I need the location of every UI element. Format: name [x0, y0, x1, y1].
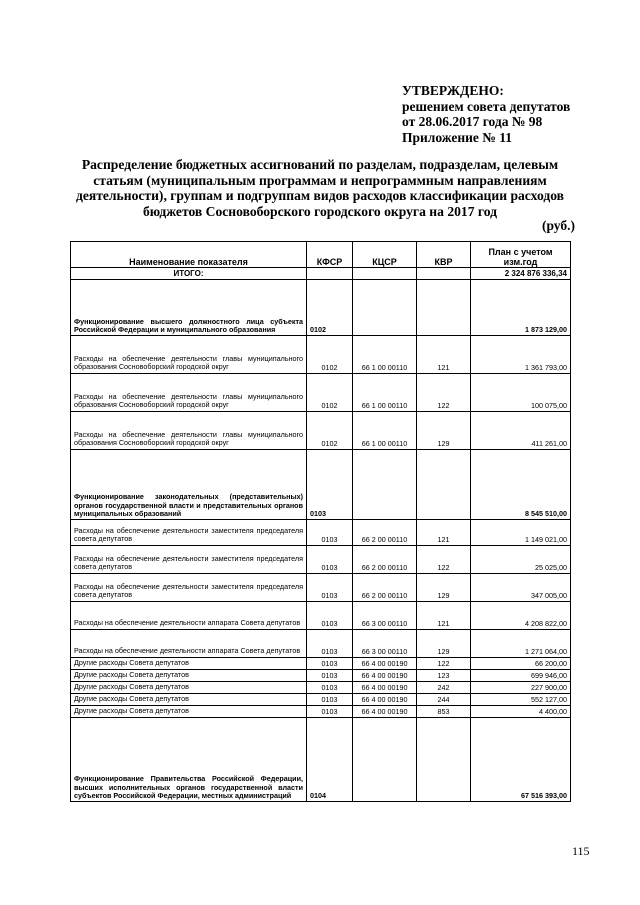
row-kfsr: 0103 [307, 630, 353, 658]
budget-table [70, 241, 571, 802]
row-value: 4 400,00 [471, 706, 571, 718]
row-kfsr: 0103 [307, 694, 353, 706]
table-row [71, 412, 571, 450]
table-row [71, 682, 571, 694]
row-kfsr: 0103 [307, 546, 353, 574]
row-kvr: 123 [417, 670, 471, 682]
table-row [71, 658, 571, 670]
currency-unit: (руб.) [541, 218, 575, 233]
row-kfsr: 0102 [307, 374, 353, 412]
section-row [71, 450, 571, 520]
title-line-4: бюджетов Сосновоборского городского округа на 2017 год [142, 203, 498, 219]
row-kfsr: 0103 [307, 658, 353, 670]
row-kcsr: 66 3 00 00110 [353, 630, 417, 658]
row-kcsr: 66 4 00 00190 [353, 670, 417, 682]
row-kvr: 129 [417, 412, 471, 450]
approval-line-1: УТВЕРЖДЕНО: [402, 83, 504, 98]
row-value: 4 208 822,00 [471, 602, 571, 630]
section-row [71, 280, 571, 336]
row-name: Функционирование высшего должностного лица субъекта Российской Федерации и муниципального образования [71, 280, 307, 336]
row-kvr: 122 [417, 658, 471, 670]
row-value: 411 261,00 [471, 412, 571, 450]
row-name: Расходы на обеспечение деятельности заместителя председателя совета депутатов [71, 546, 307, 574]
table-row [71, 694, 571, 706]
row-value: 1 271 064,00 [471, 630, 571, 658]
row-kcsr: 66 1 00 00110 [353, 374, 417, 412]
title-line-2: статьям (муниципальным программам и непрограммным направлениям [93, 172, 547, 188]
row-kfsr: 0102 [307, 336, 353, 374]
header-kvr: КВР [417, 242, 471, 268]
row-value: 699 946,00 [471, 670, 571, 682]
row-value: 347 005,00 [471, 574, 571, 602]
row-kcsr: 66 2 00 00110 [353, 520, 417, 546]
row-name: Функционирование законодательных (представительных) органов государственной власти и представительных органов муниципальных образований [71, 450, 307, 520]
row-kfsr: 0103 [307, 450, 353, 520]
total-row [71, 268, 571, 280]
row-value: 552 127,00 [471, 694, 571, 706]
row-kvr: 129 [417, 630, 471, 658]
row-kcsr [353, 450, 417, 520]
row-kvr: 129 [417, 574, 471, 602]
row-value: 66 200,00 [471, 658, 571, 670]
table-row [71, 630, 571, 658]
row-value: 8 545 510,00 [471, 450, 571, 520]
row-kvr: 121 [417, 602, 471, 630]
row-name: Другие расходы Совета депутатов [71, 694, 307, 706]
approval-line-4: Приложение № 11 [402, 129, 512, 145]
row-name: Расходы на обеспечение деятельности заместителя председателя совета депутатов [71, 574, 307, 602]
row-kvr: 122 [417, 546, 471, 574]
row-kcsr: 66 2 00 00110 [353, 546, 417, 574]
title-line-3: деятельности), группам и подгруппам видов расходов классификации расходов [75, 188, 565, 204]
table-header-row [71, 242, 571, 268]
row-name: Другие расходы Совета депутатов [71, 682, 307, 694]
table-row [71, 336, 571, 374]
row-name: Функционирование Правительства Российской Федерации, высших исполнительных органов государственной власти субъектов Российской Федерации, местных администраций [71, 718, 307, 802]
table-row [71, 602, 571, 630]
row-name: Расходы на обеспечение деятельности заместителя председателя совета депутатов [71, 520, 307, 546]
row-name: Другие расходы Совета депутатов [71, 658, 307, 670]
table-row [71, 520, 571, 546]
approval-stamp [402, 83, 570, 145]
row-value: 100 075,00 [471, 374, 571, 412]
row-kfsr: 0103 [307, 670, 353, 682]
row-name: Расходы на обеспечение деятельности главы муниципального образования Сосновоборский городской округ [71, 336, 307, 374]
row-value: 227 900,00 [471, 682, 571, 694]
header-kcsr: КЦСР [353, 242, 417, 268]
row-kfsr: 0102 [307, 280, 353, 336]
row-value: 1 149 021,00 [471, 520, 571, 546]
header-kfsr: КФСР [307, 242, 353, 268]
row-kvr: 853 [417, 706, 471, 718]
section-row [71, 718, 571, 802]
row-name: Другие расходы Совета депутатов [71, 670, 307, 682]
header-name: Наименование показателя [71, 242, 307, 268]
row-value: 67 516 393,00 [471, 718, 571, 802]
row-value: 1 873 129,00 [471, 280, 571, 336]
row-kvr [417, 280, 471, 336]
row-kfsr: 0104 [307, 718, 353, 802]
row-kcsr: 66 1 00 00110 [353, 412, 417, 450]
row-kcsr: 66 4 00 00190 [353, 682, 417, 694]
page-number: 115 [572, 844, 590, 858]
document-title [70, 157, 570, 219]
row-kfsr: 0103 [307, 574, 353, 602]
total-label: ИТОГО: [71, 268, 307, 280]
row-kfsr: 0103 [307, 682, 353, 694]
approval-line-3: от 28.06.2017 года № 98 [402, 114, 543, 129]
table-row [71, 574, 571, 602]
row-kvr: 121 [417, 336, 471, 374]
row-name: Расходы на обеспечение деятельности аппарата Совета депутатов [71, 630, 307, 658]
row-kvr: 244 [417, 694, 471, 706]
table-row [71, 546, 571, 574]
row-kcsr: 66 1 00 00110 [353, 336, 417, 374]
row-name: Расходы на обеспечение деятельности главы муниципального образования Сосновоборский городской округ [71, 412, 307, 450]
row-value: 1 361 793,00 [471, 336, 571, 374]
row-kvr [417, 718, 471, 802]
row-name: Другие расходы Совета депутатов [71, 706, 307, 718]
table-row [71, 374, 571, 412]
row-kcsr: 66 4 00 00190 [353, 706, 417, 718]
header-plan: План с учетом изм.год [471, 242, 571, 268]
row-kcsr: 66 3 00 00110 [353, 602, 417, 630]
row-name: Расходы на обеспечение деятельности главы муниципального образования Сосновоборский городской округ [71, 374, 307, 412]
row-kcsr: 66 2 00 00110 [353, 574, 417, 602]
approval-line-2: решением совета депутатов [402, 98, 571, 114]
row-kfsr: 0102 [307, 412, 353, 450]
row-kvr: 122 [417, 374, 471, 412]
table-row [71, 706, 571, 718]
title-line-1: Распределение бюджетных ассигнований по разделам, подразделам, целевым [81, 157, 559, 172]
row-kfsr: 0103 [307, 706, 353, 718]
row-value: 25 025,00 [471, 546, 571, 574]
row-kvr: 121 [417, 520, 471, 546]
row-kcsr [353, 718, 417, 802]
row-kfsr: 0103 [307, 602, 353, 630]
row-kcsr [353, 280, 417, 336]
row-kvr [417, 450, 471, 520]
total-value: 2 324 876 336,34 [471, 268, 571, 280]
row-kvr: 242 [417, 682, 471, 694]
row-name: Расходы на обеспечение деятельности аппарата Совета депутатов [71, 602, 307, 630]
row-kcsr: 66 4 00 00190 [353, 658, 417, 670]
row-kfsr: 0103 [307, 520, 353, 546]
table-row [71, 670, 571, 682]
row-kcsr: 66 4 00 00190 [353, 694, 417, 706]
